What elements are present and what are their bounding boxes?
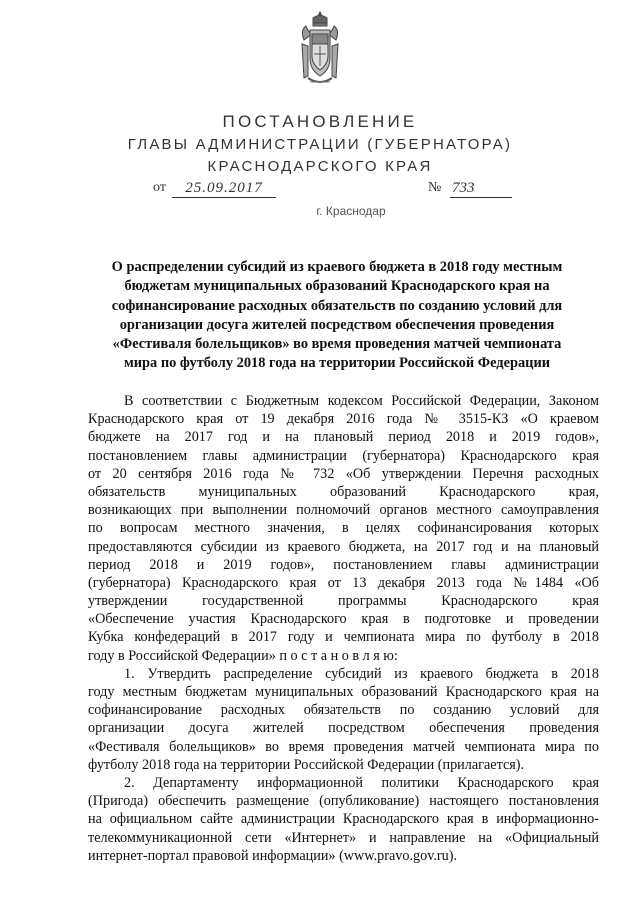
body-line: бюджете на 2017 год и на плановый период 2018 и 2019 годов»,: [88, 429, 599, 446]
title-line: мира по футболу 2018 года на территории Российской Федерации: [123, 355, 551, 372]
body-line: «Обеспечение участия Краснодарского края в подготовке и проведении: [88, 611, 599, 628]
body-line: 2. Департаменту информационной политики Краснодарского края: [124, 774, 599, 791]
document-type-heading: ПОСТАНОВЛЕНИЕ: [222, 112, 418, 131]
region-heading: КРАСНОДАРСКОГО КРАЯ: [207, 158, 433, 175]
city-line: [0, 204, 640, 218]
body-line: (губернатора) Краснодарского края от 13 декабря 2013 года №1484 «Об: [88, 574, 599, 591]
body-line: по вопросам местного значения, в целях софинансирования которых: [88, 520, 599, 537]
title-line: софинансирование расходных обязательств по созданию условий для: [111, 297, 563, 314]
body-line: телекоммуникационной сети «Интернет» и направление на «Официальный: [88, 829, 599, 846]
body-line: на официальном сайте администрации Краснодарского края в информационно-: [88, 811, 599, 828]
body-line: обязательств муниципальных образований Краснодарского края,: [88, 483, 599, 500]
body-line: 1. Утвердить распределение субсидий из краевого бюджета в 2018: [124, 665, 599, 682]
body-line: В соответствии с Бюджетным кодексом Российской Федерации, Законом: [124, 393, 599, 409]
body-line: футболу 2018 года на территории Российской Федерации (прилагается).: [88, 756, 525, 773]
body-line: Кубка конфедераций в 2017 году и чемпионата мира по футболу в 2018: [88, 629, 599, 646]
title-line: «Фестиваля болельщиков» во время проведения матчей чемпионата: [112, 336, 562, 353]
body-line: «Фестиваля болельщиков» во время проведения матчей чемпионата мира по: [88, 738, 599, 755]
date-prefix: от: [153, 180, 166, 195]
body-line: период 2018 и 2019 годов», постановлением главы администрации: [88, 556, 599, 573]
number-prefix: №: [428, 180, 442, 195]
body-line: возникающих при выполнении полномочий органов местного самоуправления: [88, 502, 599, 519]
document-title: [88, 258, 586, 374]
body-line: году местным бюджетам муниципальных образований Краснодарского края на: [88, 684, 599, 700]
body-line: организации досуга жителей посредством обеспечения проведения: [88, 720, 599, 737]
document-date: 25.09.2017: [172, 180, 276, 198]
body-line: предоставляются субсидии из краевого бюджета, на 2017 год и на плановый: [88, 538, 599, 555]
coat-of-arms-emblem: [298, 10, 342, 88]
city-name: г. Краснодар: [316, 204, 386, 218]
body-line: постановлением главы администрации (губернатора) Краснодарского края: [88, 447, 599, 464]
title-line: О распределении субсидий из краевого бюджета в 2018 году местным: [111, 259, 563, 275]
document-body: [88, 392, 599, 865]
body-line: интернет-портал правовой информации» (www.pravo.gov.ru).: [88, 847, 457, 864]
body-line: Краснодарского края от 19 декабря 2016 года № 3515-КЗ «О краевом: [88, 411, 599, 428]
title-line: организации досуга жителей посредством обеспечения проведения: [119, 316, 555, 333]
body-line: от 20 сентября 2016 года № 732 «Об утверждении Перечня расходных: [88, 465, 599, 482]
title-line: бюджетам муниципальных образований Краснодарского края на: [124, 278, 550, 295]
body-line: году в Российской Федерации» п о с т а н о в л я ю:: [88, 647, 398, 664]
issuer-heading: ГЛАВЫ АДМИНИСТРАЦИИ (ГУБЕРНАТОРА): [127, 136, 513, 153]
body-line: утверждении государственной программы Краснодарского края: [88, 593, 599, 610]
body-line: софинансирование расходных обязательств по созданию условий для: [88, 702, 599, 719]
document-number: 733: [450, 180, 512, 198]
body-line: (Пригода) обеспечить размещение (опубликование) настоящего постановления: [88, 793, 599, 810]
